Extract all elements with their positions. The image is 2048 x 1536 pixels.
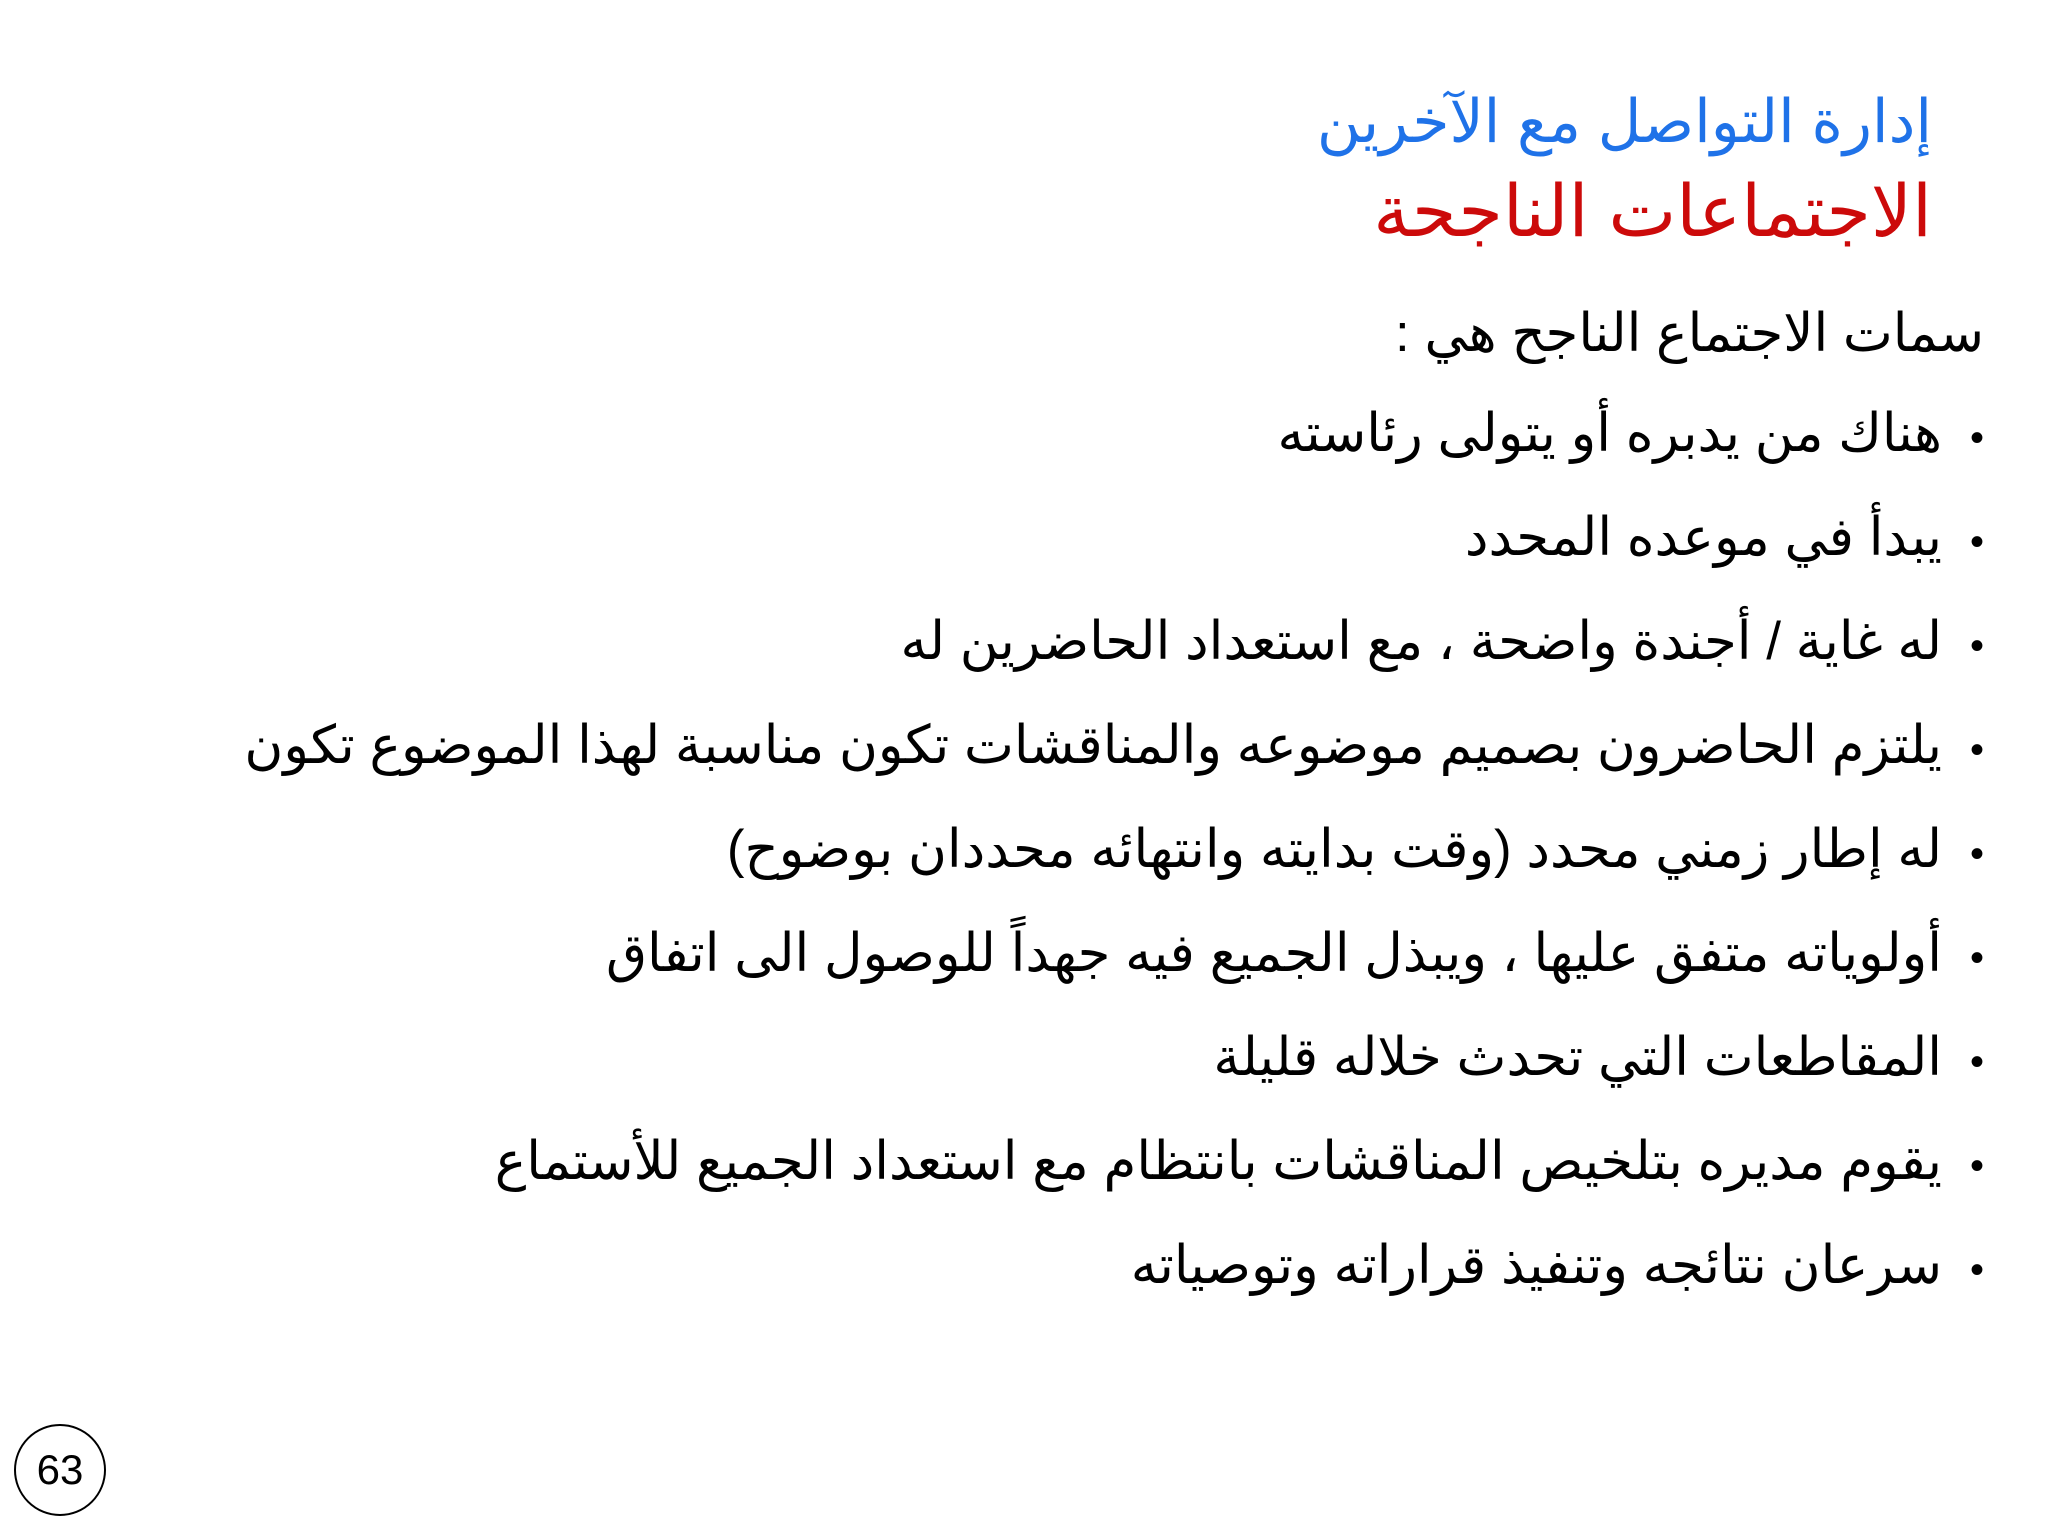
bullet-item — [134, 1112, 1984, 1216]
bullet-item — [134, 904, 1984, 1008]
bullet-item — [134, 384, 1984, 488]
bullet-icon: • — [1969, 832, 1984, 876]
bullet-item — [134, 592, 1984, 696]
bullet-icon: • — [1969, 1040, 1984, 1084]
bullet-icon: • — [1969, 520, 1984, 564]
bullet-text: المقاطعات التي تحدث خلاله قليلة — [1213, 1028, 1942, 1087]
bullet-text: سرعان نتائجه وتنفيذ قراراته وتوصياته — [1130, 1236, 1942, 1295]
bullet-icon: • — [1969, 624, 1984, 668]
page-number-badge: 63 — [14, 1424, 106, 1516]
bullet-item — [134, 696, 1984, 800]
slide-subtitle: إدارة التواصل مع الآخرين — [1316, 88, 1932, 155]
bullet-item — [134, 488, 1984, 592]
bullet-icon: • — [1969, 1248, 1984, 1292]
bullet-icon: • — [1969, 1144, 1984, 1188]
bullet-item — [134, 800, 1984, 904]
bullet-text: له إطار زمني محدد (وقت بدايته وانتهائه محددان بوضوح) — [726, 820, 1942, 879]
slide-header — [732, 78, 1932, 258]
bullet-text: يلتزم الحاضرون بصميم موضوعه والمناقشات تكون مناسبة لهذا الموضوع تكون — [244, 716, 1942, 775]
bullet-text: أولوياته متفق عليها ، ويبذل الجميع فيه جهداً للوصول الى اتفاق — [605, 924, 1942, 983]
bullet-text: هناك من يدبره أو يتولى رئاسته — [1277, 404, 1942, 463]
slide-title: الاجتماعات الناجحة — [1373, 172, 1932, 252]
bullet-text: له غاية / أجندة واضحة ، مع استعداد الحاضرين له — [900, 612, 1942, 671]
bullet-icon: • — [1969, 936, 1984, 980]
bullet-icon: • — [1969, 728, 1984, 772]
bullet-item — [134, 1008, 1984, 1112]
slide-content — [134, 284, 1984, 1320]
bullet-list — [134, 384, 1984, 1320]
intro-text: سمات الاجتماع الناجح هي : — [1395, 304, 1984, 363]
bullet-text: يبدأ في موعده المحدد — [1464, 508, 1942, 567]
bullet-icon: • — [1969, 416, 1984, 460]
bullet-item — [134, 1216, 1984, 1320]
bullet-text: يقوم مديره بتلخيص المناقشات بانتظام مع استعداد الجميع للأستماع — [494, 1132, 1942, 1191]
